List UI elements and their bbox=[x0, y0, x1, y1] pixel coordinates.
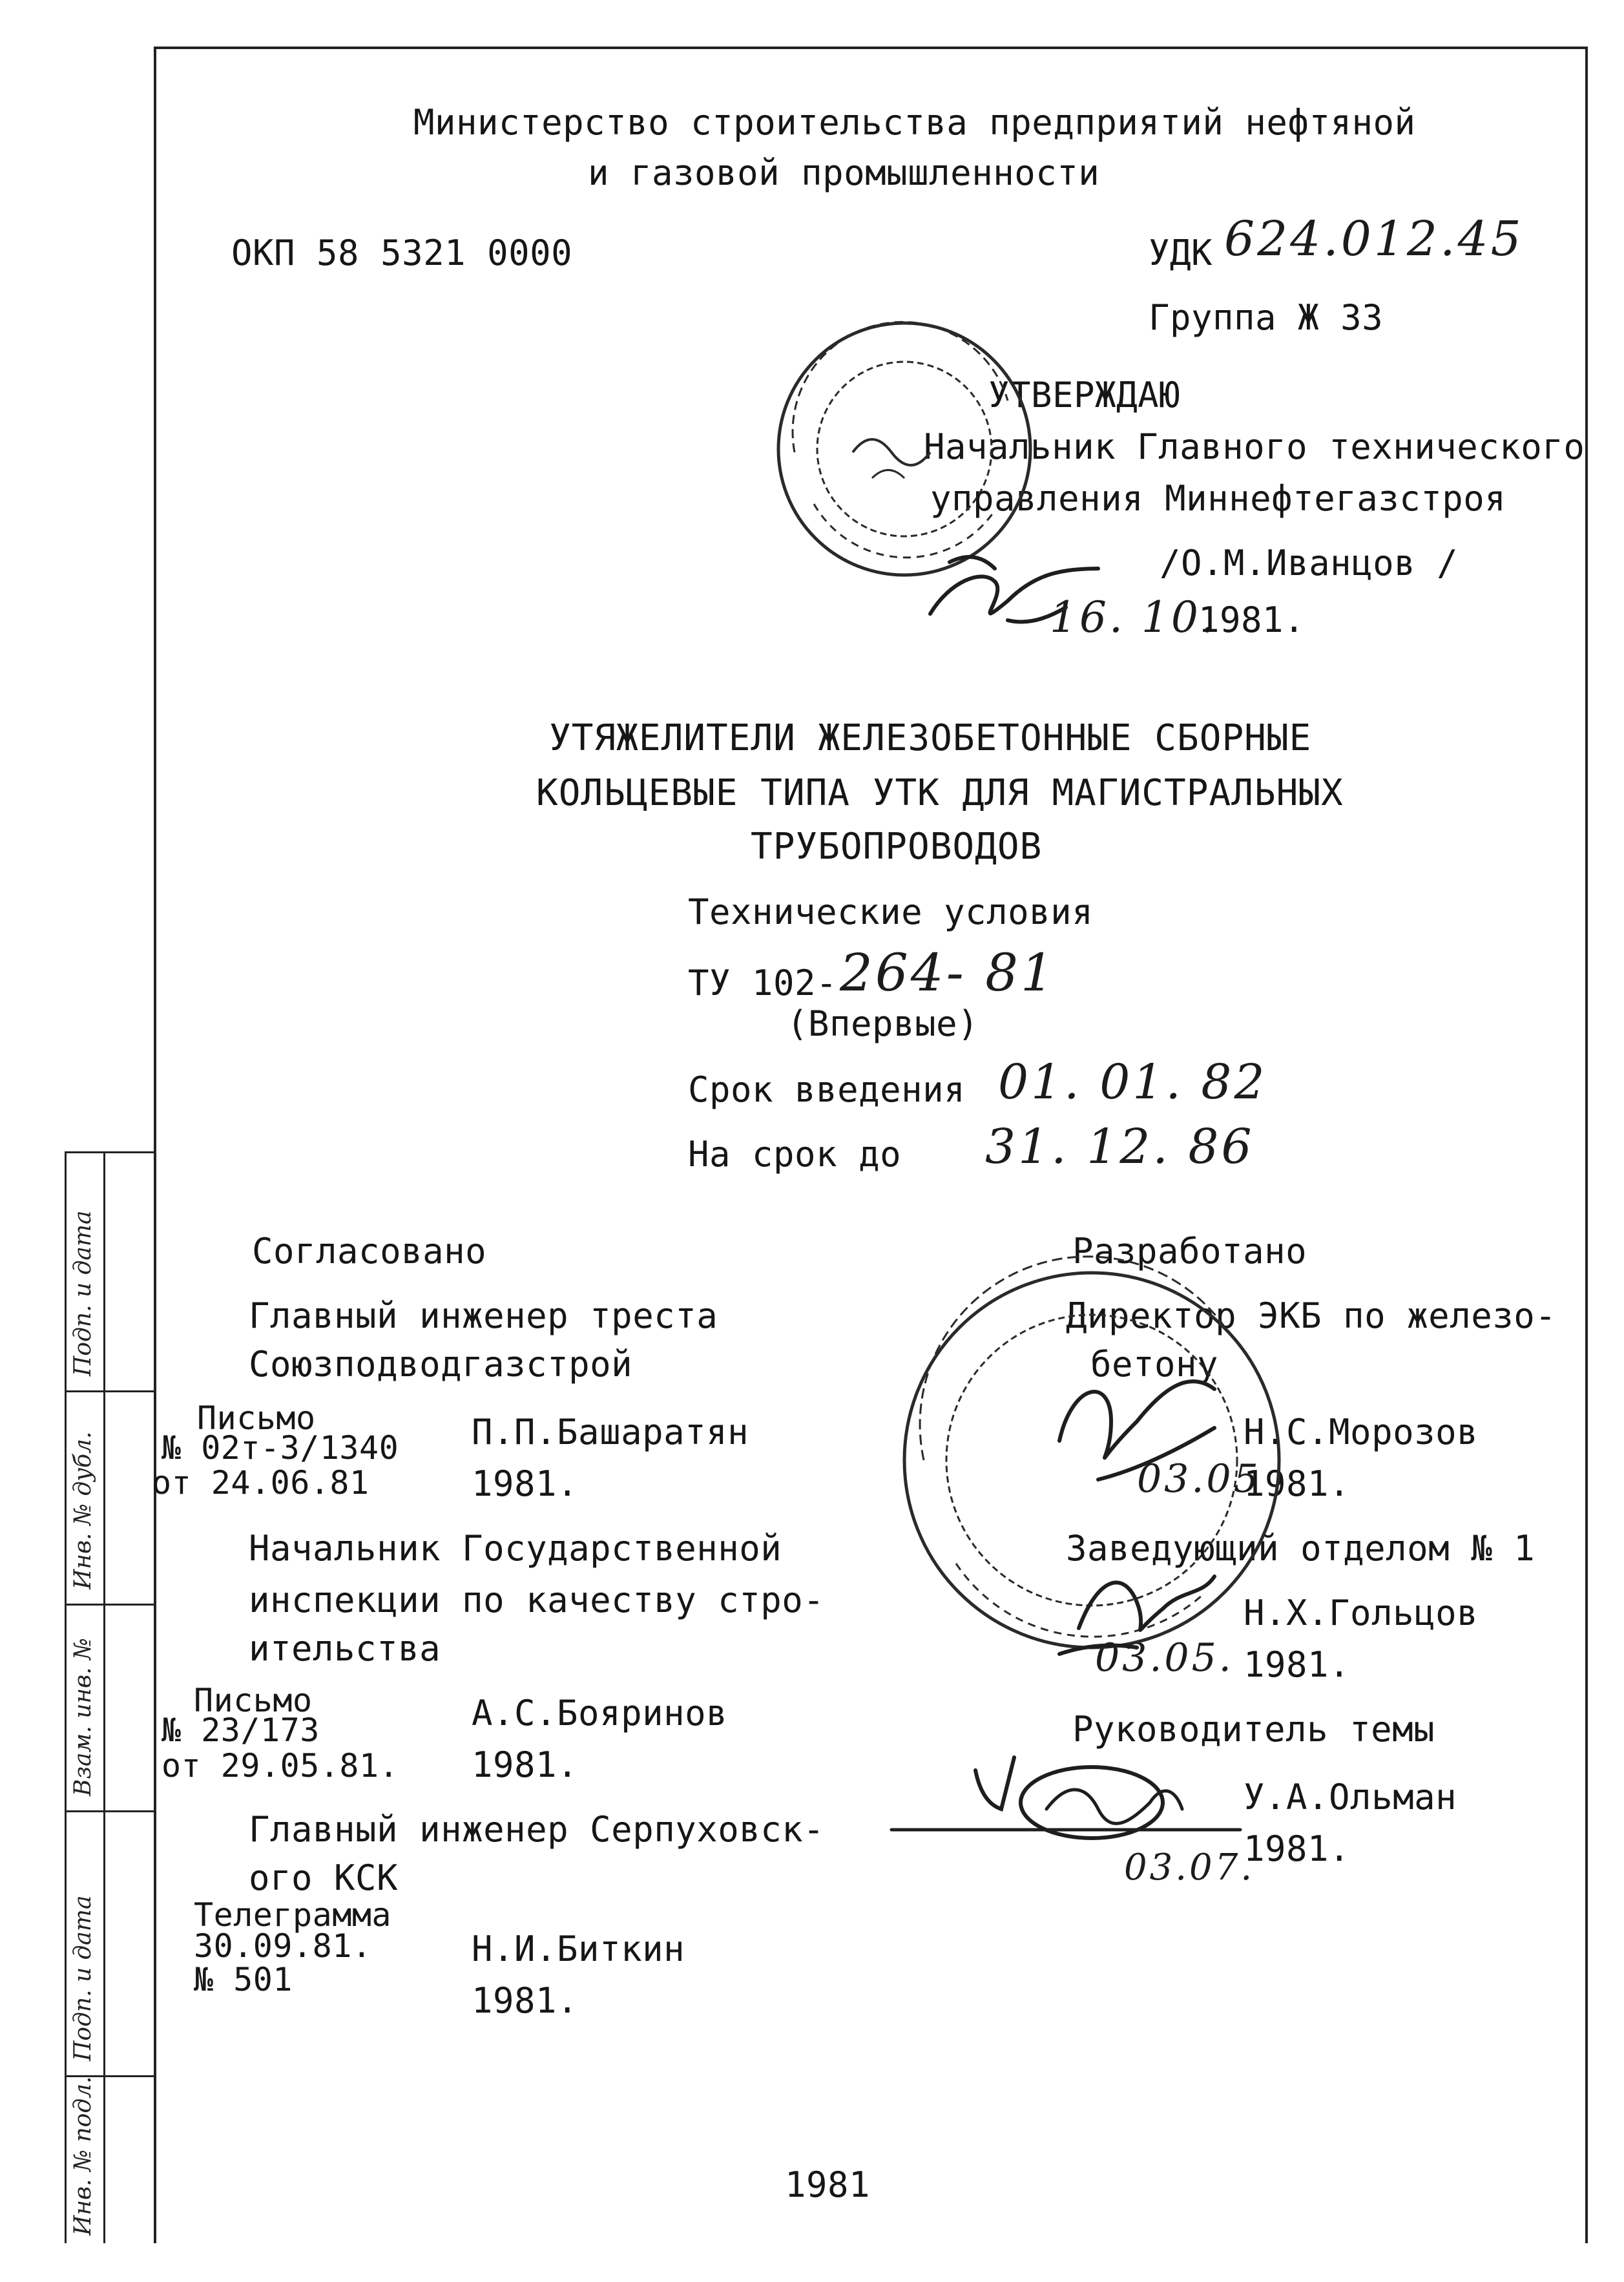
approval-year: 1981. bbox=[1198, 600, 1306, 640]
agreed-p2-doc-1: Письмо bbox=[194, 1682, 313, 1719]
agreed-p2-doc-3: от 29.05.81. bbox=[161, 1747, 399, 1785]
developed-d2-year: 1981. bbox=[1244, 1644, 1351, 1685]
footer-year: 1981 bbox=[785, 2164, 871, 2205]
developed-d3-position-1: Руководитель темы bbox=[1072, 1709, 1435, 1750]
developed-d1-date-handwritten: 03.05 bbox=[1137, 1456, 1261, 1502]
first-time-label: (Впервые) bbox=[787, 1003, 979, 1044]
agreed-p2-year: 1981. bbox=[472, 1744, 579, 1785]
agreed-p3-position-1: Главный инженер Серпуховск- bbox=[249, 1809, 825, 1850]
top-border bbox=[155, 47, 1588, 49]
agreed-p3-doc-1: Телеграмма bbox=[194, 1896, 392, 1934]
developed-d1-year: 1981. bbox=[1244, 1463, 1351, 1504]
developed-d3-date-handwritten: 03.07. bbox=[1124, 1847, 1255, 1889]
approval-position-line-1: Начальник Главного технического bbox=[924, 426, 1585, 467]
agreed-p1-year: 1981. bbox=[472, 1463, 579, 1504]
tu-prefix: ТУ 102- bbox=[688, 963, 838, 1003]
agreed-p3-doc-3: № 501 bbox=[194, 1961, 293, 1998]
approval-position-line-2: управления Миннефтегазстроя bbox=[930, 478, 1506, 519]
agreed-p1-doc-3: от 24.06.81 bbox=[152, 1464, 370, 1502]
doc-title-line-2: КОЛЬЦЕВЫЕ ТИПА УТК ДЛЯ МАГИСТРАЛЬНЫХ bbox=[536, 772, 1344, 814]
developed-d1-position-1: Директор ЭКБ по железо- bbox=[1066, 1295, 1557, 1336]
ministry-line-2: и газовой промышленности bbox=[588, 152, 1100, 193]
agreed-p1-position-2: Союзподводгазстрой bbox=[249, 1344, 633, 1385]
side-label-sign-date-1: Подп. и дата bbox=[70, 1210, 96, 1376]
udk-value: 624.012.45 bbox=[1224, 211, 1524, 267]
intro-date-label: Срок введения bbox=[688, 1069, 966, 1110]
side-stamp-outer-line bbox=[65, 1151, 67, 2243]
olman-signature-icon bbox=[891, 1757, 1240, 1838]
agreed-heading: Согласовано bbox=[252, 1231, 487, 1272]
agreed-p2-position-1: Начальник Государственной bbox=[249, 1528, 782, 1569]
approval-word: УТВЕРЖДАЮ bbox=[988, 375, 1181, 415]
agreed-p1-position-1: Главный инженер треста bbox=[249, 1295, 718, 1336]
until-date-label: На срок до bbox=[688, 1134, 902, 1175]
agreed-p2-position-2: инспекции по качеству стро- bbox=[249, 1580, 825, 1620]
agreed-p1-doc-2: № 02т-3/1340 bbox=[161, 1429, 399, 1467]
ministry-line-1: Министерство строительства предприятий нефтяной bbox=[413, 102, 1416, 143]
intro-date-value: 01. 01. 82 bbox=[998, 1054, 1267, 1110]
developed-d2-name: Н.Х.Гольцов bbox=[1244, 1593, 1479, 1633]
developed-d3-year: 1981. bbox=[1244, 1828, 1351, 1869]
developed-heading: Разработано bbox=[1072, 1231, 1307, 1272]
doc-title-line-3: ТРУБОПРОВОДОВ bbox=[751, 826, 1043, 868]
side-label-inv-dubl: Инв. № дубл. bbox=[70, 1431, 96, 1589]
side-label-vzam-inv: Взам. инв. № bbox=[70, 1637, 96, 1796]
developed-d3-name: У.А.Ольман bbox=[1244, 1777, 1457, 1817]
right-border bbox=[1585, 47, 1588, 2243]
side-stamp-row-3 bbox=[65, 1604, 155, 1606]
side-stamp-row-1 bbox=[65, 1151, 155, 1153]
group-code: Группа Ж 33 bbox=[1149, 297, 1384, 338]
agreed-p1-doc-1: Письмо bbox=[197, 1399, 316, 1437]
side-stamp-row-2 bbox=[65, 1390, 155, 1392]
udk-label: УДК bbox=[1149, 233, 1213, 273]
side-label-inv-podl: Инв. № подл. bbox=[70, 2076, 96, 2235]
left-border bbox=[154, 47, 156, 2243]
approval-date-handwritten: 16. 10. bbox=[1050, 592, 1217, 642]
developed-d2-date-handwritten: 03.05. bbox=[1095, 1635, 1234, 1680]
agreed-p3-name: Н.И.Биткин bbox=[472, 1929, 685, 1969]
doc-title-line-1: УТЯЖЕЛИТЕЛИ ЖЕЛЕЗОБЕТОННЫЕ СБОРНЫЕ bbox=[549, 717, 1312, 759]
developed-d1-position-2: бетону bbox=[1090, 1344, 1219, 1385]
until-date-value: 31. 12. 86 bbox=[985, 1119, 1254, 1175]
agreed-p2-position-3: ительства bbox=[249, 1628, 441, 1669]
agreed-p3-year: 1981. bbox=[472, 1980, 579, 2021]
side-stamp-inner-line bbox=[103, 1151, 105, 2243]
doc-subtitle: Технические условия bbox=[688, 892, 1094, 932]
agreed-p1-name: П.П.Башаратян bbox=[472, 1412, 749, 1452]
side-stamp-row-4 bbox=[65, 1810, 155, 1812]
agreed-p3-position-2: ого КСК bbox=[249, 1858, 399, 1898]
side-label-sign-date-2: Подп. и дата bbox=[70, 1895, 96, 2061]
tu-number-handwritten: 264- 81 bbox=[840, 943, 1056, 1003]
developed-d1-name: Н.С.Морозов bbox=[1244, 1412, 1479, 1452]
agreed-p3-doc-2: 30.09.81. bbox=[194, 1927, 372, 1965]
agreed-p2-doc-2: № 23/173 bbox=[161, 1711, 320, 1749]
developed-d2-position-1: Заведующий отделом № 1 bbox=[1066, 1528, 1536, 1569]
approval-name: /О.М.Иванцов / bbox=[1160, 543, 1459, 583]
agreed-p2-name: А.С.Бояринов bbox=[472, 1693, 728, 1733]
okp-code: ОКП 58 5321 0000 bbox=[231, 233, 573, 273]
